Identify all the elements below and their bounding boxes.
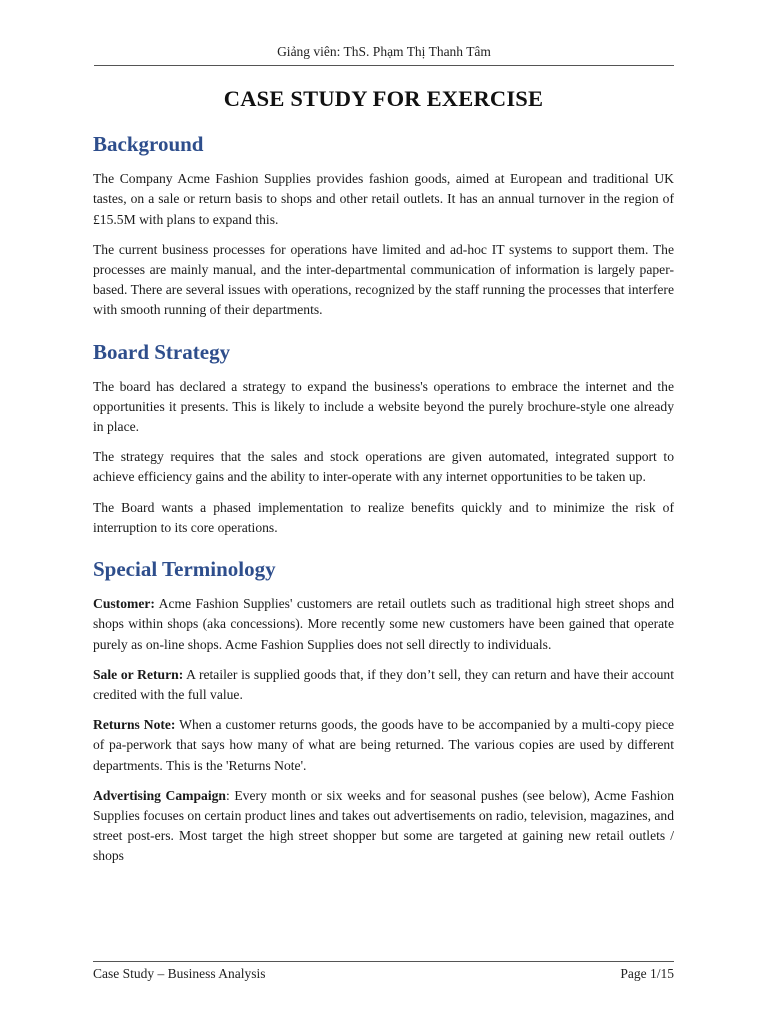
section-heading-board-strategy: Board Strategy [93, 339, 231, 364]
section-heading-special-terminology: Special Terminology [93, 557, 276, 582]
term-label: Customer: [93, 596, 155, 612]
term-label: Sale or Return: [93, 666, 184, 682]
term-definition [93, 665, 674, 705]
document-title: CASE STUDY FOR EXERCISE [223, 86, 544, 111]
term-definition [93, 594, 674, 655]
paragraph: The Company Acme Fashion Supplies provides fashion goods, aimed at European and traditional UK tastes, on a sale or return basis to shops and other retail outlets. It has an annual turnover in the region of £15.5M with plans to expand this. [93, 171, 674, 227]
page-number: Page 1/15 [620, 966, 674, 981]
term-text: When a customer returns goods, the goods have to be accompanied by a multi-copy piece of pa-perwork that says how many of what are being returned. The various copies are used by different departments. This is the 'Returns Note'. [93, 717, 675, 773]
term-definition [93, 786, 674, 867]
term-label: Returns Note: [93, 717, 176, 733]
footer-course-title: Case Study – Business Analysis [93, 966, 266, 981]
paragraph: The strategy requires that the sales and stock operations are given automated, integrated support to achieve efficiency gains and the ability to inter-operate with any internet opportunities to be taken up. [93, 449, 674, 485]
term-text: A retailer is supplied goods that, if they don’t sell, they can return and have their account credited with the full value. [93, 666, 674, 702]
section-heading-background: Background [93, 132, 204, 156]
page-content [93, 86, 674, 877]
term-definition [93, 715, 674, 776]
paragraph: The Board wants a phased implementation to realize benefits quickly and to minimize the risk of interruption to its core operations. [93, 499, 674, 535]
paragraph: The current business processes for operations have limited and ad-hoc IT systems to support them. The processes are mainly manual, and the inter-departmental communication of information is largely paper-based. There are several issues with operations, recognized by the staff running the processes that interfere with smooth running of their departments. [93, 241, 674, 318]
term-label: Advertising Campaign [93, 787, 226, 803]
term-text: : Every month or six weeks and for seasonal pushes (see below), Acme Fashion Supplies focuses on certain product lines and takes out advertisements on radio, television, magazines, and street post-ers. Most target the high street shopper but some are targeted at gaining new retail outlets / shops [93, 787, 675, 864]
page-header: Giảng viên: ThS. Phạm Thị Thanh Tâm [94, 44, 674, 66]
term-text: Acme Fashion Supplies' customers are retail outlets such as traditional high street shops and shops within shops (aka concessions). More recently some new customers have been gained that operate purely as on-line shops. Acme Fashion Supplies does not sell directly to individuals. [93, 596, 674, 652]
page-footer [93, 961, 674, 982]
paragraph: The board has declared a strategy to expand the business's operations to embrace the internet and the opportunities it presents. This is likely to include a website beyond the purely brochure-style one already in place. [93, 378, 674, 435]
